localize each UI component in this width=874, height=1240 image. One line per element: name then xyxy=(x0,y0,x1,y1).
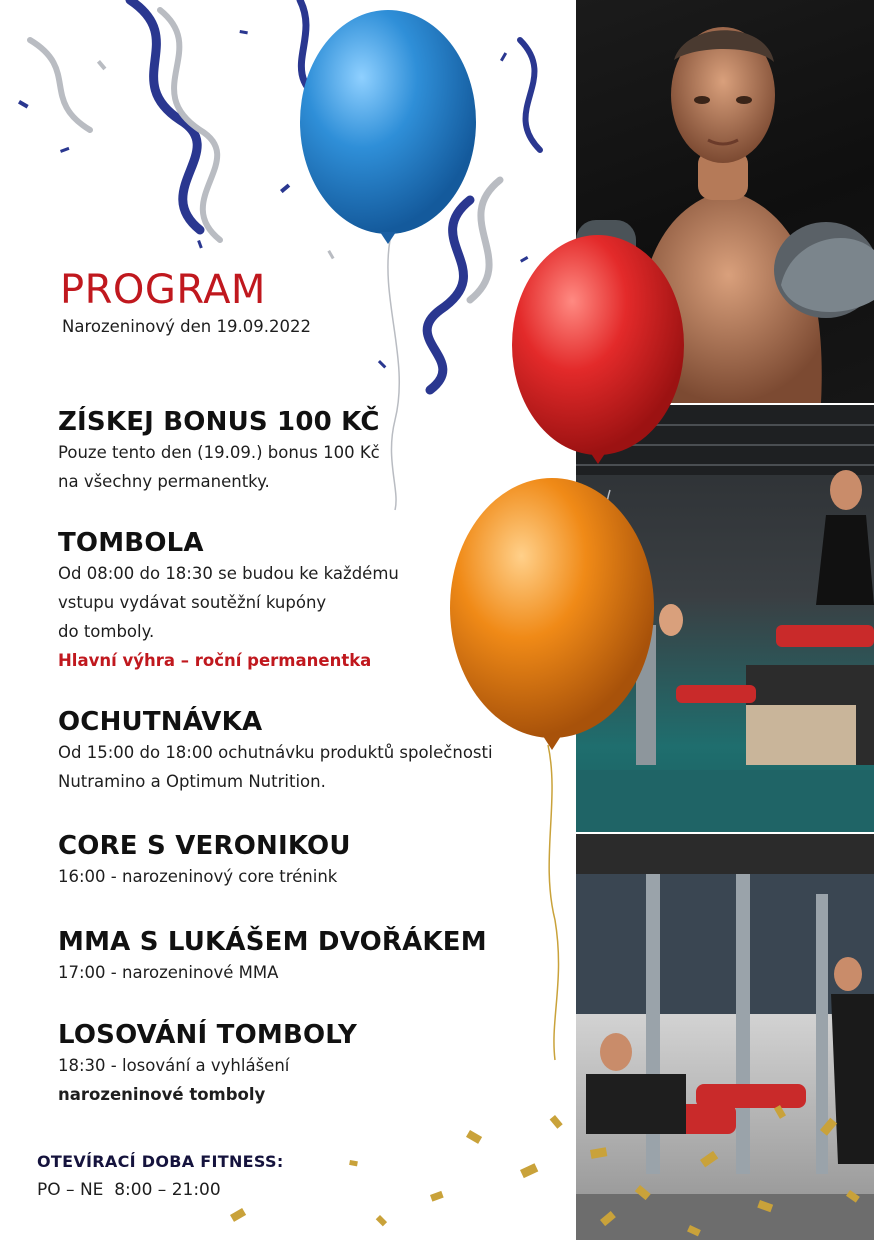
section-tombola xyxy=(58,527,558,675)
section-heading: ZÍSKEJ BONUS 100 KČ xyxy=(58,407,380,437)
section-line: 17:00 - narozeninové MMA xyxy=(58,963,279,982)
section-line: Od 15:00 do 18:00 ochutnávku produktů společnosti xyxy=(58,743,493,762)
photo-boxer xyxy=(576,0,874,403)
section-line: na všechny permanentky. xyxy=(58,472,270,491)
section-bonus xyxy=(58,406,558,496)
section-heading: OCHUTNÁVKA xyxy=(58,707,263,737)
section-line: 16:00 - narozeninový core trénink xyxy=(58,867,338,886)
section-core xyxy=(58,830,558,891)
photo-gym-training xyxy=(576,834,874,1240)
balloon-blue-icon xyxy=(300,10,476,244)
page-subtitle: Narozeninový den 19.09.2022 xyxy=(62,317,311,336)
boxer-illustration xyxy=(576,0,874,403)
section-line-bold: narozeninové tomboly xyxy=(58,1085,266,1104)
page-title: PROGRAM xyxy=(60,267,266,313)
main-prize-highlight: Hlavní výhra – roční permanentka xyxy=(58,651,372,670)
section-line: vstupu vydávat soutěžní kupóny xyxy=(58,593,327,612)
section-heading: MMA S LUKÁŠEM DVOŘÁKEM xyxy=(58,927,487,957)
section-line: Nutramino a Optimum Nutrition. xyxy=(58,772,326,791)
photo-gym-interior xyxy=(576,405,874,832)
section-ochutnavka xyxy=(58,706,558,796)
section-line: 18:30 - losování a vyhlášení xyxy=(58,1056,290,1075)
section-mma xyxy=(58,926,558,987)
section-line: do tomboly. xyxy=(58,622,155,641)
section-line: Od 08:00 do 18:30 se budou ke každému xyxy=(58,564,399,583)
opening-hours-label: OTEVÍRACÍ DOBA FITNESS: xyxy=(37,1152,284,1171)
opening-hours-value: PO – NE 8:00 – 21:00 xyxy=(37,1180,221,1200)
section-line: Pouze tento den (19.09.) bonus 100 Kč xyxy=(58,443,380,462)
section-heading: CORE S VERONIKOU xyxy=(58,831,351,861)
section-heading: LOSOVÁNÍ TOMBOLY xyxy=(58,1020,358,1050)
training-illustration xyxy=(576,834,874,1240)
section-heading: TOMBOLA xyxy=(58,528,204,558)
section-losovani xyxy=(58,1019,558,1109)
gym-illustration xyxy=(576,405,874,832)
